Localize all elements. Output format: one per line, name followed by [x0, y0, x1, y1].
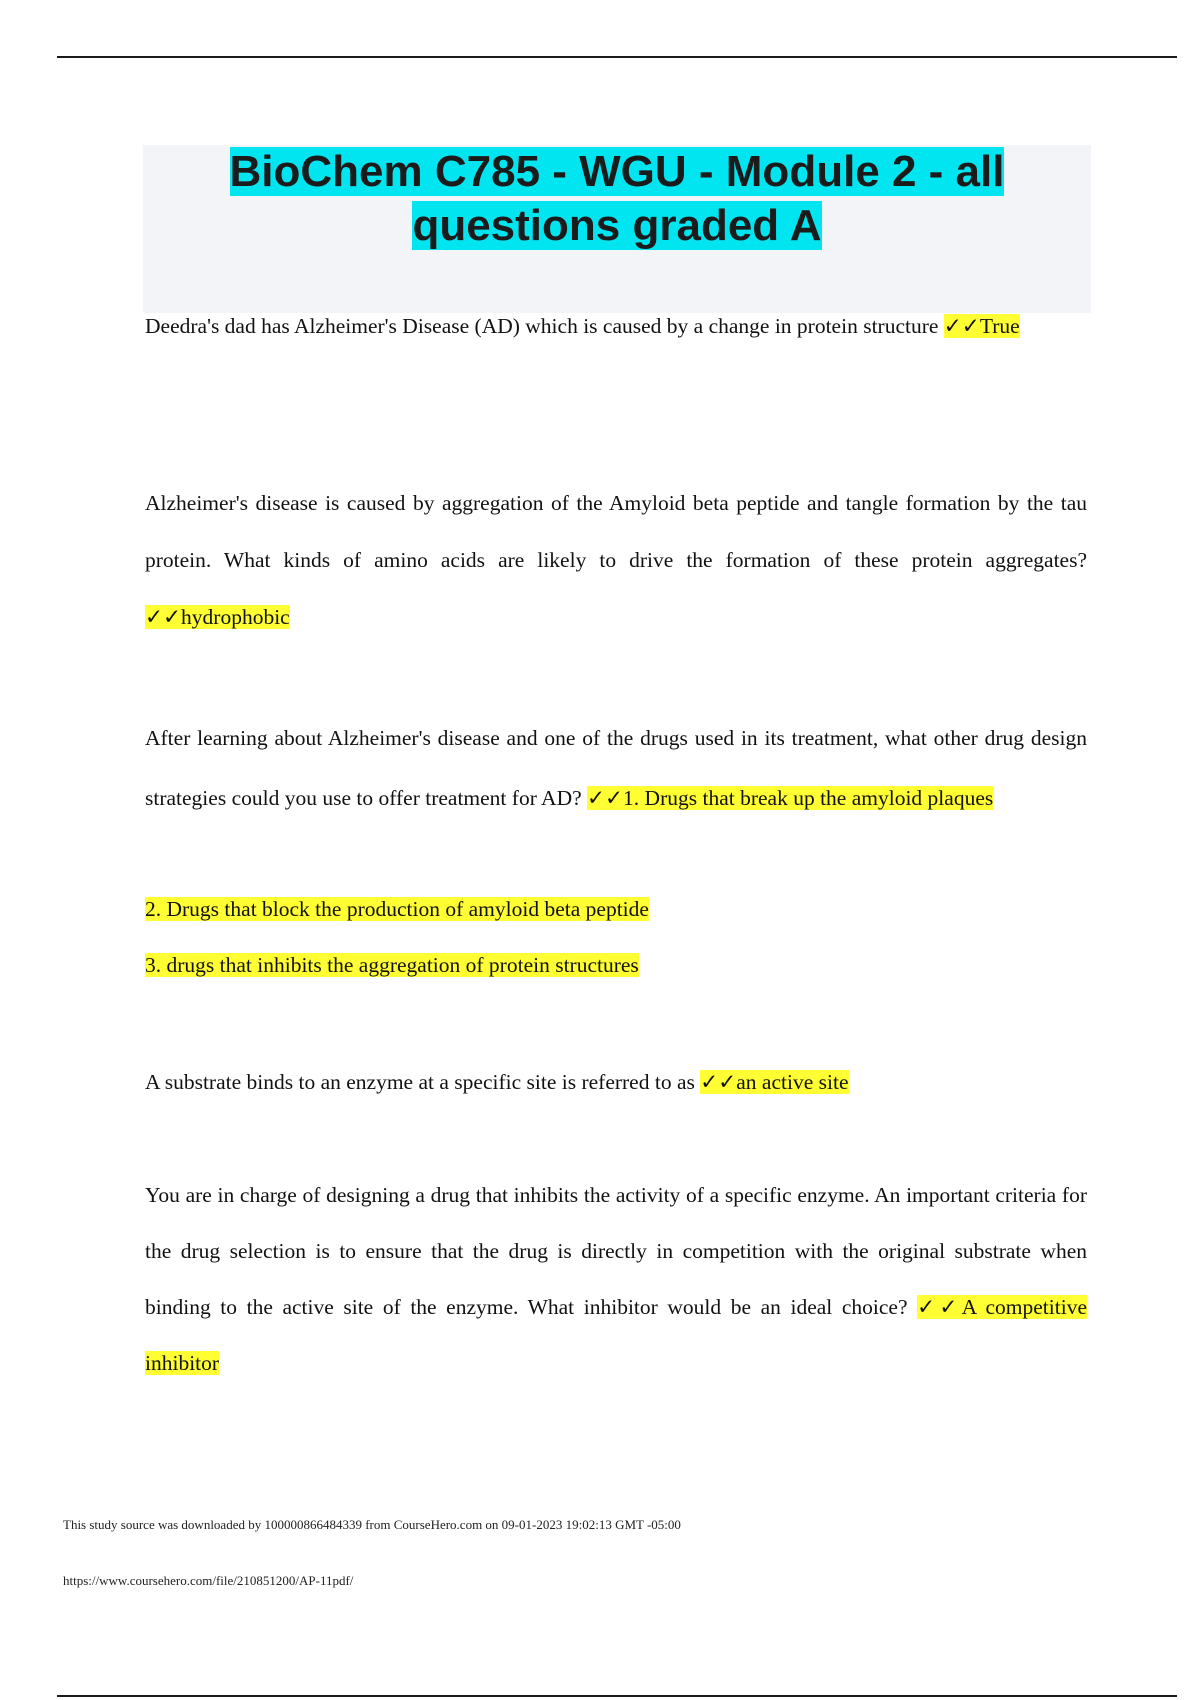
- qa-item-3-answer-line-2: [145, 894, 1087, 924]
- question-text: Deedra's dad has Alzheimer's Disease (AD) which is caused by a change in protein structure: [145, 314, 939, 338]
- question-text: A substrate binds to an enzyme at a specific site is referred to as: [145, 1070, 695, 1094]
- source-url[interactable]: https://www.coursehero.com/file/210851200/AP-11pdf/: [63, 1573, 354, 1588]
- qa-item-3: [145, 708, 1087, 828]
- answer-text: ✓✓A competitive inhibitor: [145, 1295, 1087, 1375]
- question-text: You are in charge of designing a drug that inhibits the activity of a specific enzyme. An important criteria for the drug selection is to ensure that the drug is directly in competition with the original substrate when binding to the active site of the enzyme. What inhibitor would be an ideal choice?: [145, 1183, 1087, 1319]
- bottom-divider: [57, 1695, 1177, 1697]
- qa-item-4: [145, 1052, 1087, 1112]
- title-line-1: BioChem C785 - WGU - Module 2 - all: [229, 147, 1005, 196]
- qa-item-1: [145, 296, 1087, 356]
- qa-item-3-answer-line-3: [145, 950, 1087, 980]
- answer-text: 2. Drugs that block the production of amyloid beta peptide: [145, 897, 649, 921]
- question-text: After learning about Alzheimer's disease and one of the drugs used in its treatment, what other drug design strategies could you use to offer treatment for AD?: [145, 726, 1087, 810]
- download-note: This study source was downloaded by 100000866484339 from CourseHero.com on 09-01-2023 19:02:13 GMT -05:00: [63, 1517, 681, 1532]
- question-text: Alzheimer's disease is caused by aggregation of the Amyloid beta peptide and tangle formation by the tau protein. What kinds of amino acids are likely to drive the formation of these protein aggregates?: [145, 491, 1087, 572]
- title-line-2: questions graded A: [412, 201, 822, 250]
- qa-item-2: [145, 475, 1087, 646]
- answer-text: ✓✓an active site: [700, 1070, 849, 1094]
- qa-item-5: [145, 1167, 1087, 1391]
- answer-text: 3. drugs that inhibits the aggregation of protein structures: [145, 953, 639, 977]
- answer-text: ✓✓1. Drugs that break up the amyloid plaques: [587, 786, 994, 810]
- top-divider: [57, 56, 1177, 58]
- answer-text: ✓✓hydrophobic: [145, 605, 290, 629]
- document-title: [143, 145, 1091, 253]
- answer-text: ✓✓True: [943, 314, 1020, 338]
